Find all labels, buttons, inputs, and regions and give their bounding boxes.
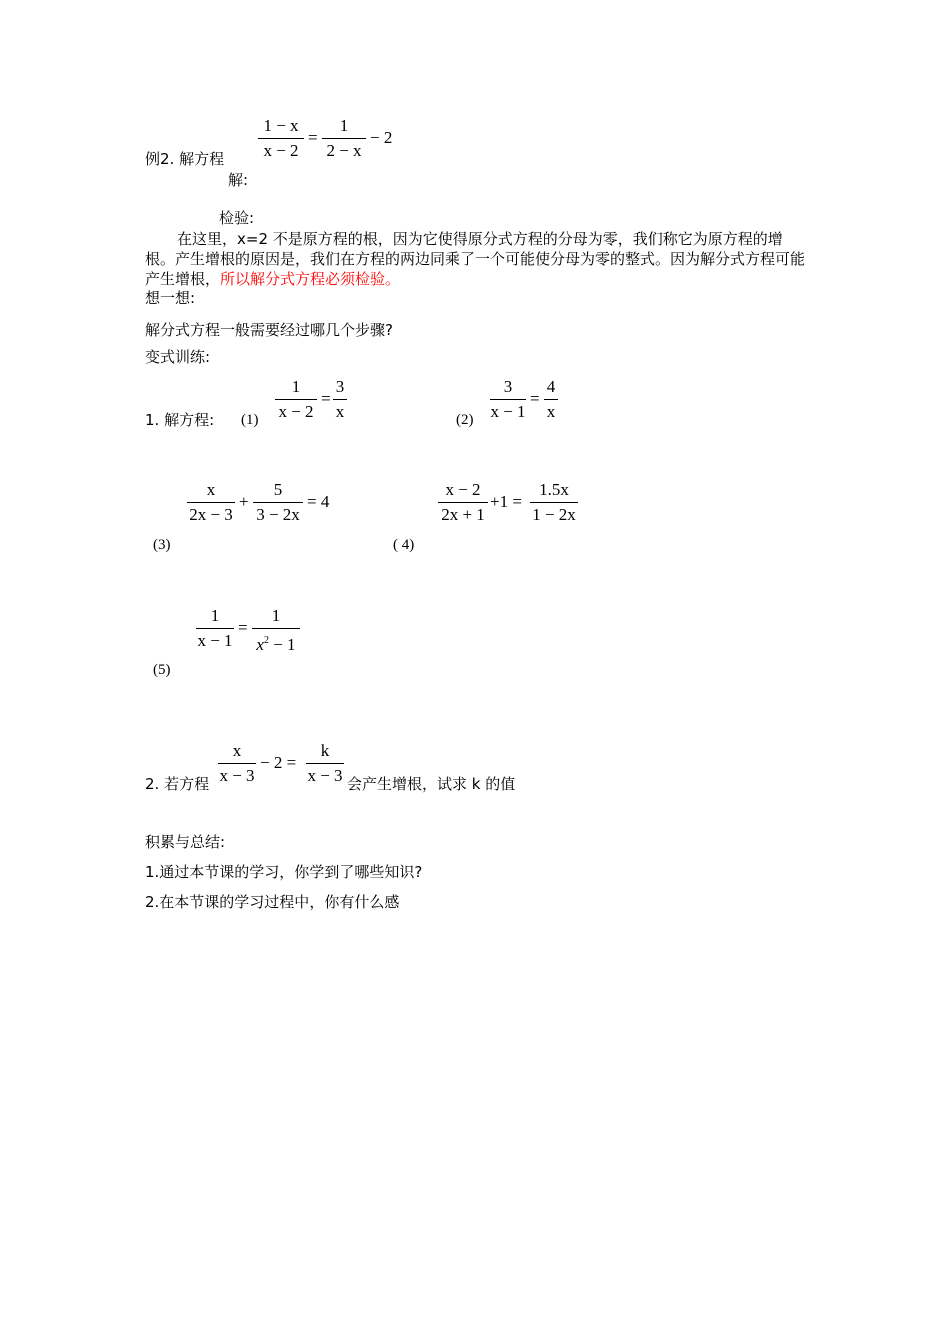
- fraction: 1 x − 1: [197, 606, 233, 650]
- explanation-paragraph: 在这里，x=2 不是原方程的根，因为它使得原分式方程的分母为零，我们称它为原方程的增根。产生增根的原因是，我们在方程的两边同乘了一个可能使分母为零的整式。因为解分式方程可能产生增根，所以解分式方程必须检验。: [145, 230, 806, 288]
- fraction: x − 2 2x + 1: [438, 480, 488, 525]
- summary-item-1: 1.通过本节课的学习，你学到了哪些知识?: [145, 863, 423, 881]
- solution-label: 解:: [228, 171, 249, 189]
- summary-item-2: 2.在本节课的学习过程中，你有什么感: [145, 893, 400, 911]
- fraction: 3 x − 1: [490, 377, 526, 421]
- fraction: 3 x: [333, 377, 347, 422]
- p1-label: (1): [241, 412, 259, 428]
- p3-label: (3): [153, 537, 171, 553]
- p5-label: (5): [153, 662, 171, 678]
- p4-label: ( 4): [393, 537, 415, 553]
- q2-label: 2. 若方程: [145, 775, 210, 793]
- summary-title: 积累与总结:: [145, 833, 226, 851]
- fraction: x 2x − 3: [187, 480, 235, 525]
- fraction: 5 3 − 2x: [253, 480, 303, 525]
- example-label: 例2. 解方程: [145, 150, 225, 168]
- q1-label: 1. 解方程:: [145, 411, 215, 429]
- q2-tail: 会产生增根，试求 k 的值: [347, 775, 516, 793]
- think-question: 解分式方程一般需要经过哪几个步骤?: [145, 321, 393, 339]
- practice-title: 变式训练:: [145, 348, 211, 366]
- emphasis-text: 所以解分式方程必须检验。: [220, 270, 401, 288]
- fraction: k x − 3: [307, 741, 343, 785]
- fraction: 1 2 − x: [322, 116, 366, 161]
- fraction: 1 x − 2: [275, 377, 317, 422]
- fraction: 1 $x^2 - 1$: [252, 606, 300, 651]
- fraction: 1.5x 1 − 2x: [530, 480, 578, 525]
- fraction: 4 x: [544, 377, 558, 422]
- think-title: 想一想:: [145, 289, 196, 307]
- fraction: 1 − x x − 2: [258, 116, 304, 161]
- fraction: x x − 3: [219, 741, 255, 785]
- p2-label: (2): [456, 412, 474, 428]
- check-label: 检验:: [219, 209, 255, 227]
